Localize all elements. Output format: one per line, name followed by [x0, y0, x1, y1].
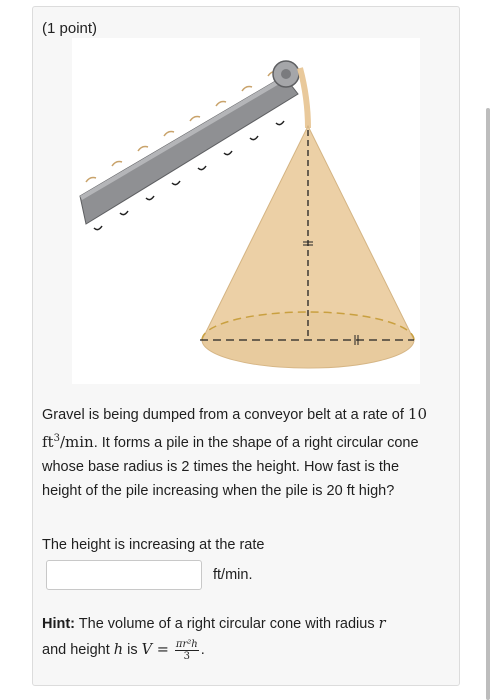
points-label: (1 point)	[42, 20, 98, 37]
answer-prompt: The height is increasing at the rate	[42, 537, 265, 553]
hint-var-h: h	[113, 642, 124, 658]
hint-period: .	[200, 642, 205, 658]
problem-line1: Gravel is being dumped from a conveyor belt at a rate of	[42, 407, 404, 423]
hint-formula-lhs: V =	[141, 642, 169, 658]
page-scrollbar[interactable]	[486, 108, 490, 700]
problem-text-rest: . It forms a pile in the shape of a right circular cone whose base radius is 2 times the height. How fast is the height of the pile increasing when the pile is 20 ft high?	[42, 435, 419, 499]
hint-label: Hint:	[42, 616, 76, 632]
hint-fraction-denominator: 3	[183, 650, 191, 662]
hint-text-2: and height	[42, 642, 110, 658]
gravel-stream	[300, 68, 308, 128]
answer-input[interactable]	[46, 560, 202, 590]
conveyor-cone-illustration	[72, 38, 420, 384]
problem-statement	[42, 402, 442, 503]
rate-unit-exponent: 3	[53, 433, 60, 444]
problem-figure	[72, 38, 420, 384]
hint-fraction	[175, 639, 199, 662]
hint-var-r: r	[378, 616, 386, 632]
rate-unit-tail: /min	[59, 433, 94, 451]
hint-text-3: is	[127, 642, 138, 658]
hint-block	[42, 611, 442, 663]
hint-fraction-numerator: πr²h	[175, 638, 198, 650]
answer-unit: ft/min.	[213, 567, 253, 583]
conveyor-belt	[80, 61, 299, 224]
hint-text-1: The volume of a right circular cone with radius	[78, 616, 375, 632]
rate-value: 10	[407, 405, 428, 423]
rate-unit-base: ft	[42, 433, 54, 451]
